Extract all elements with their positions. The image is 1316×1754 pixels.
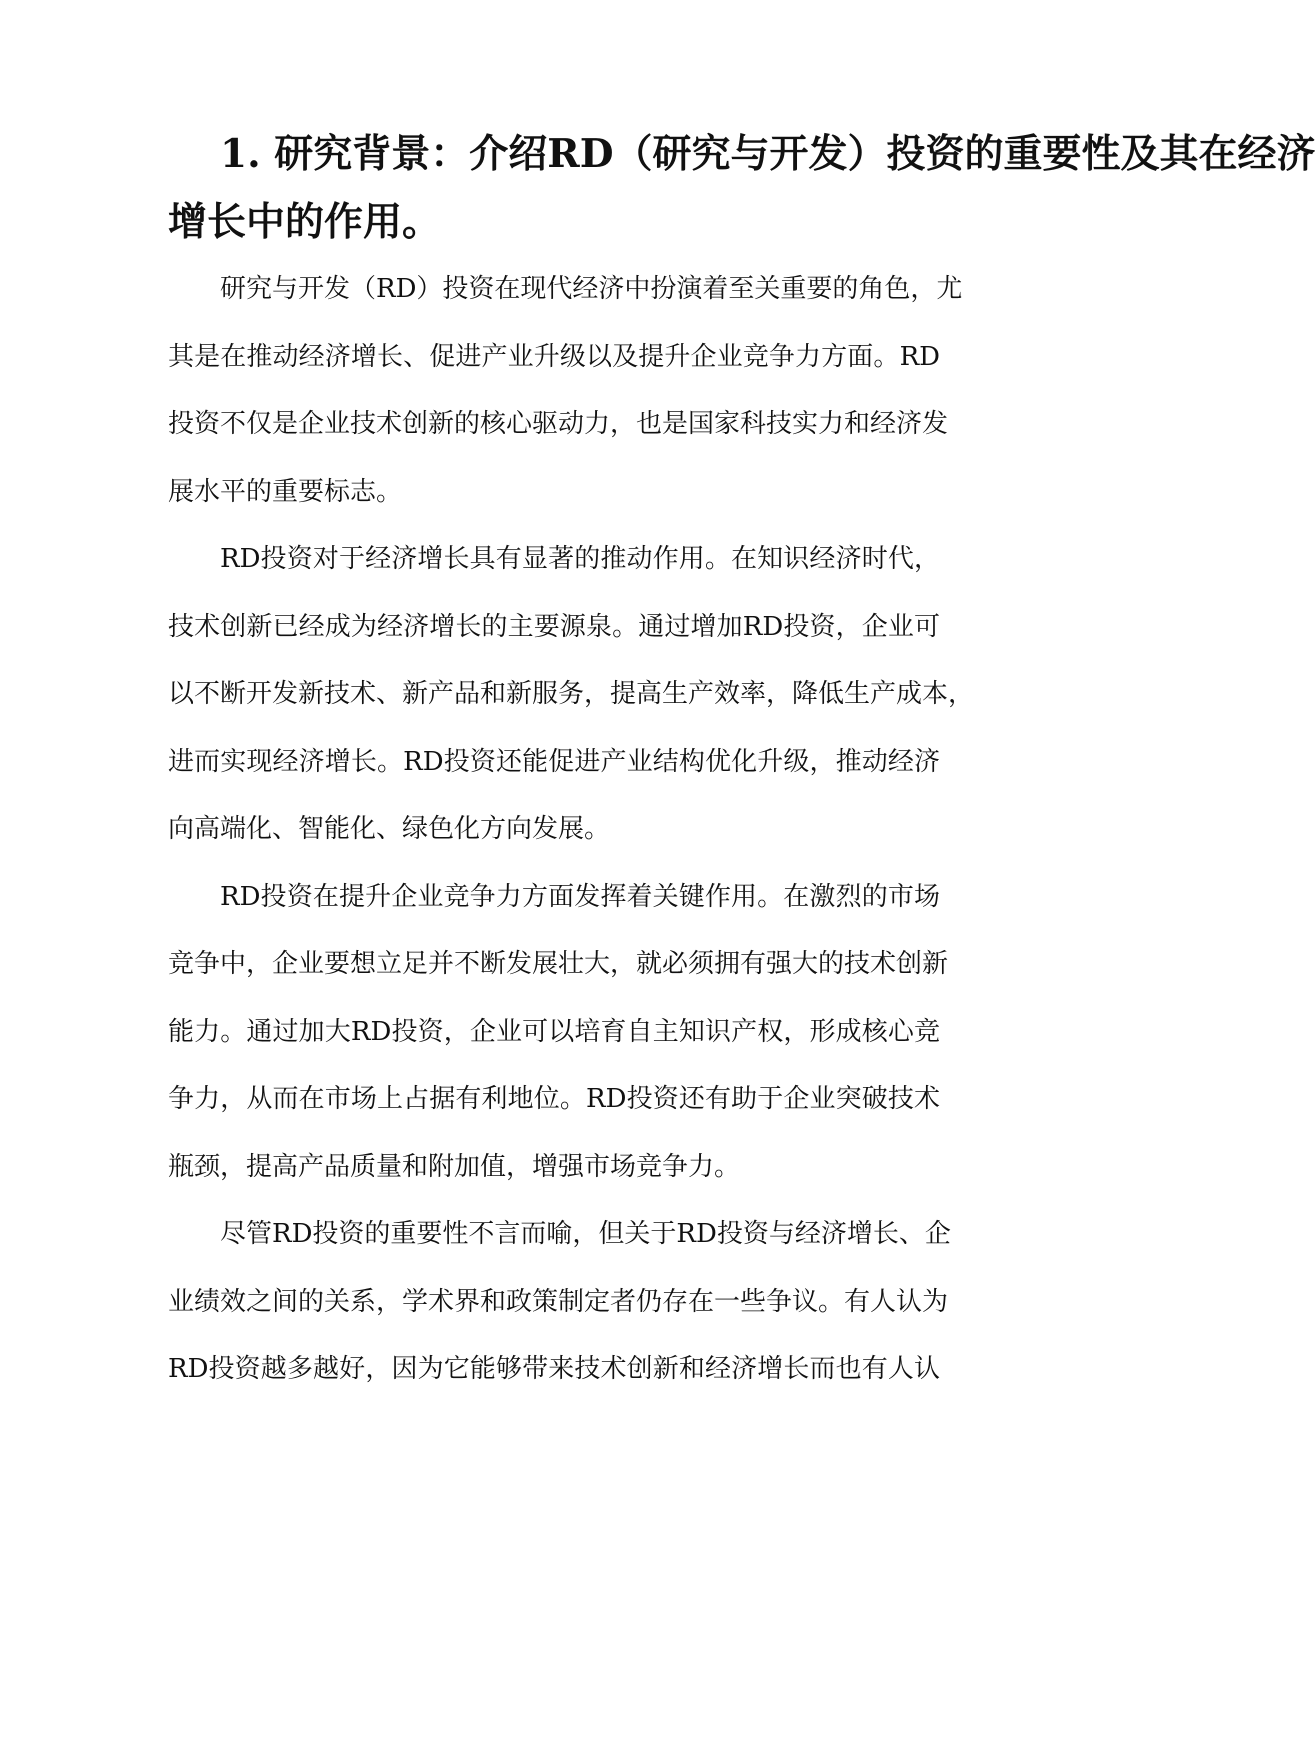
- body-paragraph: [168, 526, 975, 864]
- paragraph-line: 向高端化、智能化、绿色化方向发展。: [168, 814, 611, 844]
- paragraph-line: RD投资对于经济增长具有显著的推动作用。在知识经济时代，: [220, 544, 940, 574]
- paragraph-line: 以不断开发新技术、新产品和新服务，提高生产效率，降低生产成本，: [168, 679, 975, 709]
- paragraph-line: 展水平的重要标志。: [168, 476, 403, 507]
- paragraph-line: 投资不仅是企业技术创新的核心驱动力，也是国家科技实力和经济发: [168, 409, 949, 439]
- paragraph-line: 其是在推动经济增长、促进产业升级以及提升企业竞争力方面。RD: [168, 341, 940, 372]
- paragraph-line: 能力。通过加大RD投资，企业可以培育自主知识产权，形成核心竞: [168, 1016, 940, 1047]
- section-heading: [168, 121, 1316, 256]
- document-body: [168, 121, 1316, 1404]
- paragraph-line: RD投资越多越好，因为它能够带来技术创新和经济增长而也有人认: [168, 1354, 940, 1384]
- paragraph-line: 业绩效之间的关系，学术界和政策制定者仍存在一些争议。有人认为: [168, 1286, 949, 1317]
- body-paragraph: [168, 256, 963, 526]
- paragraph-line: 争力，从而在市场上占据有利地位。RD投资还有助于企业突破技术: [168, 1084, 940, 1114]
- heading-line: 增长中的作用。: [168, 198, 442, 245]
- heading-line: 1. 研究背景：介绍RD（研究与开发）投资的重要性及其在经济: [220, 131, 1316, 177]
- paragraph-line: 瓶颈，提高产品质量和附加值，增强市场竞争力。: [168, 1151, 741, 1182]
- paragraph-line: 竞争中，企业要想立足并不断发展壮大，就必须拥有强大的技术创新: [168, 949, 949, 979]
- paragraph-line: 进而实现经济增长。RD投资还能促进产业结构优化升级，推动经济: [168, 746, 940, 777]
- paragraph-line: 研究与开发（RD）投资在现代经济中扮演着至关重要的角色，尤: [220, 274, 963, 304]
- body-paragraph: [168, 1201, 951, 1404]
- body-paragraph: [168, 864, 949, 1202]
- paragraph-line: RD投资在提升企业竞争力方面发挥着关键作用。在激烈的市场: [220, 881, 940, 912]
- paragraph-line: 尽管RD投资的重要性不言而喻，但关于RD投资与经济增长、企: [220, 1219, 951, 1249]
- paragraph-line: 技术创新已经成为经济增长的主要源泉。通过增加RD投资，企业可: [168, 611, 940, 642]
